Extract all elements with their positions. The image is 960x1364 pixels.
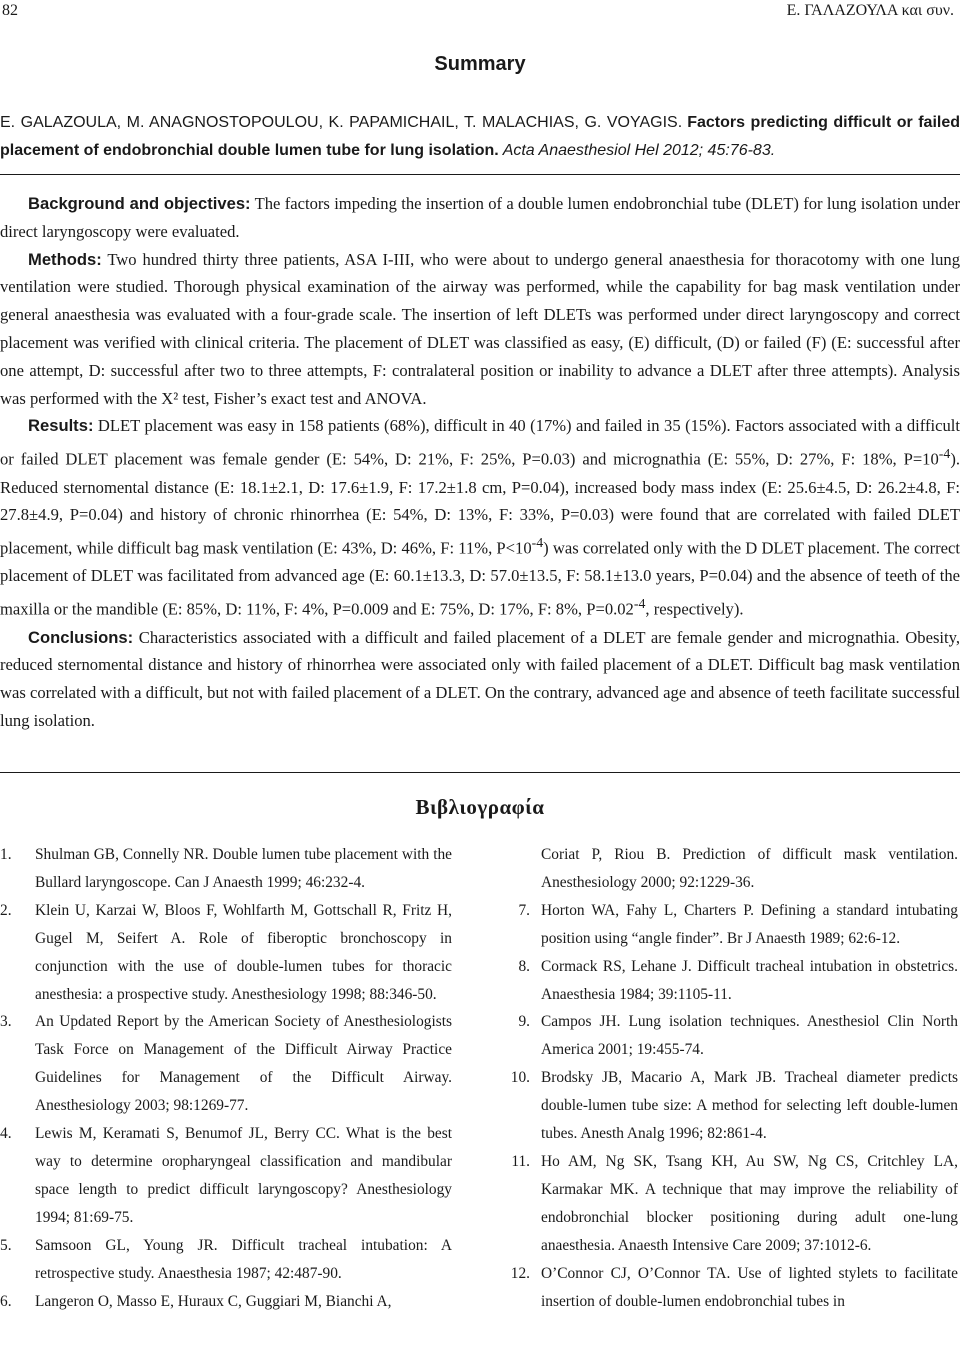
reference-text: O’Connor CJ, O’Connor TA. Use of lighted stylets to facilitate insertion of double-lumen endobronchial tubes in — [541, 1264, 958, 1310]
reference-continuation — [506, 841, 958, 897]
methods-text: Two hundred thirty three patients, ASA I-III, who were about to undergo general anaesthesia for thoracotomy with one lung ventilation were studied. Thorough physical examination of the airway was performed, while the capability for bag mask ventilation under general anaesthesia was evaluated with a four-grade scale. The insertion of left DLETs was performed under direct laryngoscopy and correct placement was verified with clinical criteria. The placement of DLET was classified as easy, (E) difficult, (D) or failed (F) (E: successful after one attempt, D: successful after two to three attempts, F: contralateral position or inability to advance a DLET after three attempts). Analysis was performed with the X² test, Fisher’s exact test and ANOVA. — [0, 249, 960, 408]
reference-item — [0, 1008, 452, 1120]
reference-text: Horton WA, Fahy L, Charters P. Defining a standard intubating position using “angle finder”. Br J Anaesth 1989; 62:6-12. — [541, 901, 958, 947]
results-text-1: DLET placement was easy in 158 patients (68%), difficult in 40 (17%) and failed in 35 (15%). Factors associated with a difficult or failed DLET placement was female gender (E: 54%, D: 21%, F: 25%, P=0.03) and micrognathia (E: 55%, D: 27%, F: 18%, P=10 — [0, 416, 960, 469]
reference-item — [0, 1120, 452, 1232]
reference-item — [506, 1260, 958, 1316]
reference-text: Shulman GB, Connelly NR. Double lumen tube placement with the Bullard laryngoscope. Can J Anaesth 1999; 46:232-4. — [35, 846, 452, 891]
summary-title: Summary — [434, 53, 526, 75]
results-text-3: ) was correlated only with the D DLET placement. The correct placement of DLET was facilitated from advanced age (E: 60.1±13.3, D: 57.0±13.5, F: 58.1±13.0 years, P=0.04) and the absence of teeth of the maxilla or the mandible (E: 85%, D: 11%, F: 4%, P=0.009 and E: 75%, D: 17%, F: 8%, P=0.02 — [0, 538, 960, 619]
citation-journal: Acta Anaesthesiol Hel 2012; 45:76-83. — [502, 142, 776, 159]
reference-text: Ho AM, Ng SK, Tsang KH, Au SW, Ng CS, Critchley LA, Karmakar MK. A technique that may improve the reliability of endobronchial blocker positioning during adult one-lung anaesthesia. Anaesth Intensive Care 2009; 37:1012-6. — [541, 1152, 958, 1254]
reference-number: 6. — [0, 1292, 12, 1310]
reference-item — [506, 953, 958, 1009]
references-left-column — [0, 841, 452, 1315]
reference-text: Langeron O, Masso E, Huraux C, Guggiari M, Bianchi A, — [35, 1292, 392, 1310]
results-sup-1: -4 — [938, 446, 951, 462]
reference-number: 5. — [0, 1236, 12, 1254]
reference-item — [0, 897, 452, 1009]
reference-number: 4. — [0, 1125, 12, 1143]
reference-number: 9. — [518, 1013, 530, 1031]
reference-number: 1. — [0, 846, 12, 863]
reference-text: Coriat P, Riou B. Prediction of difficult mask ventilation. Anesthesiology 2000; 92:1229-36. — [541, 846, 958, 891]
citation — [0, 109, 960, 165]
reference-item — [506, 1064, 958, 1148]
reference-number: 10. — [510, 1069, 530, 1087]
results-text-2: ). Reduced sternomental distance (E: 18.1±2.1, D: 17.6±1.9, F: 17.2±1.8 cm, P=0.04), increased body mass index (E: 25.6±4.5, D: 26.2±4.8, F: 27.8±4.9, P=0.04) and history of chronic rhinorrhea (E: 54%, D: 13%, F: 33%, P=0.03) were found that are correlated with failed DLET placement, while difficult bag mask ventilation (E: 43%, D: 46%, F: 11%, P<10 — [0, 449, 960, 558]
results-sup-2: -4 — [531, 535, 544, 551]
reference-item — [506, 1008, 958, 1064]
abstract-background — [0, 190, 960, 246]
reference-text: Lewis M, Keramati S, Benumof JL, Berry CC. What is the best way to determine oropharyngeal classification and mandibular space length to predict difficult laryngoscopy? Anesthesiology 1994; 81:69-75. — [35, 1125, 452, 1226]
reference-number: 3. — [0, 1013, 12, 1031]
reference-text: Cormack RS, Lehane J. Difficult tracheal intubation in obstetrics. Anaesthesia 1984; 39:1105-11. — [541, 957, 958, 1003]
background-text: The factors impeding the insertion of a double lumen endobronchial tube (DLET) for lung isolation under direct laryngoscopy were evaluated. — [0, 194, 960, 241]
reference-item — [0, 1232, 452, 1288]
abstract-conclusions — [0, 624, 960, 735]
reference-item — [506, 1148, 958, 1260]
citation-authors: E. GALAZOULA, M. ANAGNOSTOPOULOU, K. PAPAMICHAIL, T. MALACHIAS, G. VOYAGIS. — [0, 114, 683, 131]
page-number: 82 — [2, 2, 18, 19]
conclusions-label: Conclusions: — [28, 627, 134, 647]
reference-number: 7. — [518, 901, 530, 919]
citation-title: Factors predicting difficult or failed placement of endobronchial double lumen tube for lung isolation. — [0, 114, 960, 159]
page-header — [0, 0, 960, 26]
reference-text: Samsoon GL, Young JR. Difficult tracheal intubation: A retrospective study. Anaesthesia 1987; 42:487-90. — [35, 1236, 452, 1282]
abstract-methods — [0, 246, 960, 413]
references-title: Βιβλιογραφία — [415, 795, 545, 819]
reference-number: 12. — [510, 1264, 530, 1282]
reference-item — [0, 1288, 452, 1316]
reference-number: 2. — [0, 901, 12, 919]
results-sup-3: -4 — [633, 596, 646, 612]
results-text-4: , respectively). — [645, 599, 744, 619]
abstract-results — [0, 412, 960, 623]
reference-number: 11. — [511, 1152, 530, 1170]
reference-text: Klein U, Karzai W, Bloos F, Wohlfarth M, Gottschall R, Fritz H, Gugel M, Seifert A. Role of fiberoptic bronchoscopy in conjunction with the use of double-lumen tubes for thoracic anesthesia: a prospective study. Anesthesiology 1998; 88:346-50. — [35, 901, 452, 1003]
conclusions-text: Characteristics associated with a difficult and failed placement of a DLET are female gender and micrognathia. Obesity, reduced sternomental distance and history of rhinorrhea were associated only with failed placement of a DLET. Difficult bag mask ventilation was correlated with a difficult, but not with failed placement of a DLET. On the contrary, advanced age and absence of teeth facilitate successful lung isolation. — [0, 627, 960, 730]
reference-text: An Updated Report by the American Society of Anesthesiologists Task Force on Management of the Difficult Airway Practice Guidelines for Management of the Difficult Airway. Anesthesiology 2003; 98:1269-77. — [35, 1013, 452, 1115]
divider-top — [0, 174, 960, 175]
reference-text: Brodsky JB, Macario A, Mark JB. Tracheal diameter predicts double-lumen tube size: A method for selecting left double-lumen tubes. Anesth Analg 1996; 82:861-4. — [541, 1069, 958, 1143]
references-right-column — [506, 841, 958, 1315]
reference-text: Campos JH. Lung isolation techniques. Anesthesiol Clin North America 2001; 19:455-74. — [541, 1013, 958, 1059]
results-label: Results: — [28, 416, 94, 436]
methods-label: Methods: — [28, 249, 102, 269]
running-head: Ε. ΓΑΛΑΖΟΥΛΑ και συν. — [786, 2, 954, 19]
abstract — [0, 190, 960, 735]
reference-number: 8. — [518, 957, 530, 975]
divider-bottom — [0, 772, 960, 773]
reference-item — [506, 897, 958, 953]
reference-item — [0, 841, 452, 897]
background-label: Background and objectives: — [28, 194, 251, 213]
